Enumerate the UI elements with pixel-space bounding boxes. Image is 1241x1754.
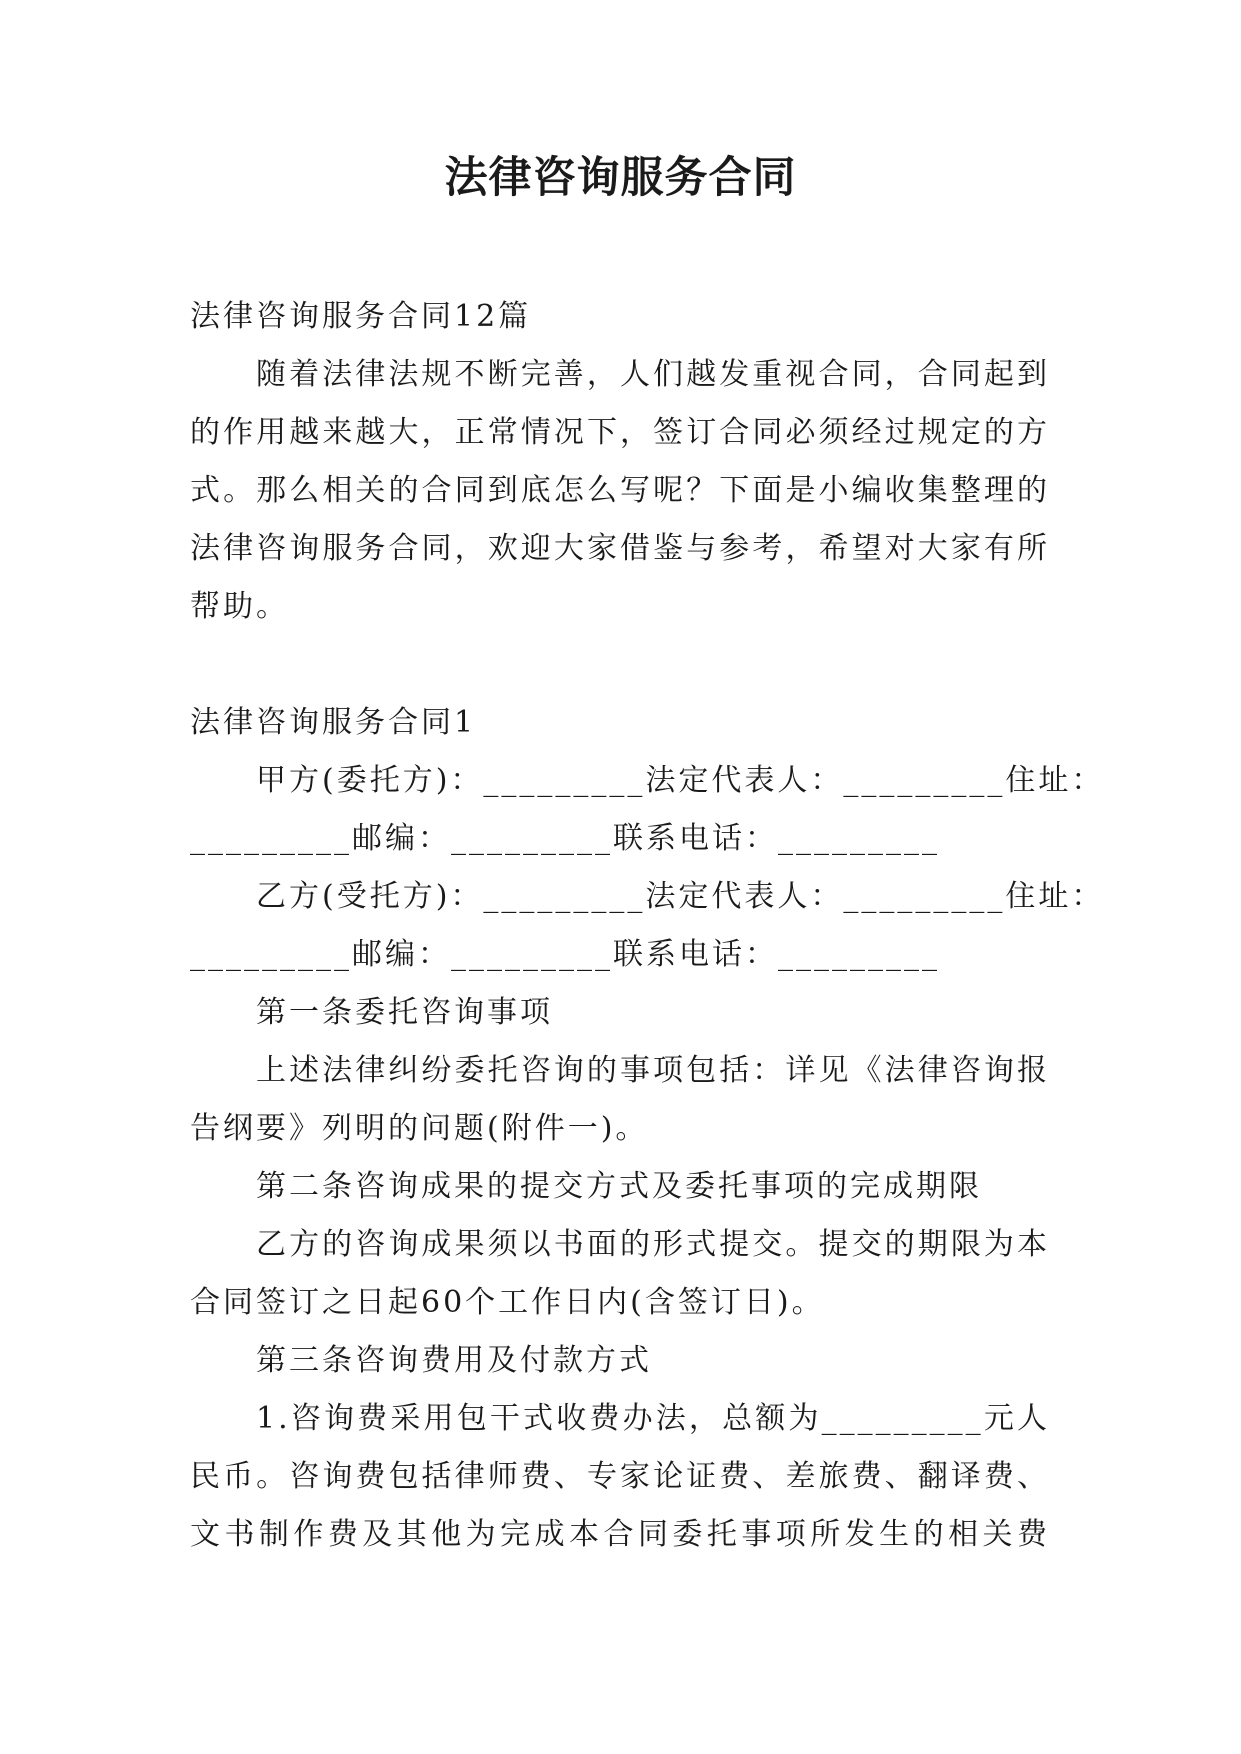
subtitle-line: 法律咨询服务合同12篇	[190, 299, 532, 334]
article-heading: 第二条咨询成果的提交方式及委托事项的完成期限	[256, 1169, 982, 1204]
intro-paragraph-line: 帮助。	[190, 589, 289, 624]
article-text-line: 民币。咨询费包括律师费、专家论证费、差旅费、翻译费、	[190, 1459, 1050, 1494]
party-a-line: 甲方(委托方)：_________法定代表人：_________住址：	[256, 763, 1105, 798]
document-body	[190, 288, 1105, 1564]
party-b-line: _________邮编：_________联系电话：_________	[190, 937, 940, 972]
article-text-line: 上述法律纠纷委托咨询的事项包括：详见《法律咨询报	[256, 1053, 1050, 1088]
article-heading: 第一条委托咨询事项	[256, 995, 553, 1030]
party-a-line: _________邮编：_________联系电话：_________	[190, 821, 940, 856]
intro-paragraph-line: 法律咨询服务合同，欢迎大家借鉴与参考，希望对大家有所	[190, 531, 1050, 566]
article-heading: 第三条咨询费用及付款方式	[256, 1343, 652, 1378]
intro-paragraph-line: 式。那么相关的合同到底怎么写呢？下面是小编收集整理的	[190, 473, 1050, 508]
party-b-line: 乙方(受托方)：_________法定代表人：_________住址：	[256, 879, 1105, 914]
intro-paragraph-line: 的作用越来越大，正常情况下，签订合同必须经过规定的方	[190, 415, 1050, 450]
article-text-line: 乙方的咨询成果须以书面的形式提交。提交的期限为本	[256, 1227, 1050, 1262]
section-spacer	[190, 636, 1050, 694]
section-heading: 法律咨询服务合同1	[190, 705, 477, 740]
article-text-line: 告纲要》列明的问题(附件一)。	[190, 1111, 649, 1146]
intro-paragraph-line: 随着法律法规不断完善，人们越发重视合同，合同起到	[256, 357, 1050, 392]
document-title: 法律咨询服务合同	[444, 153, 797, 203]
article-text-line: 合同签订之日起60个工作日内(含签订日)。	[190, 1285, 825, 1320]
article-text-line: 1.咨询费采用包干式收费办法，总额为_________元人	[256, 1401, 1050, 1436]
article-text-line: 文书制作费及其他为完成本合同委托事项所发生的相关费	[190, 1517, 1050, 1552]
